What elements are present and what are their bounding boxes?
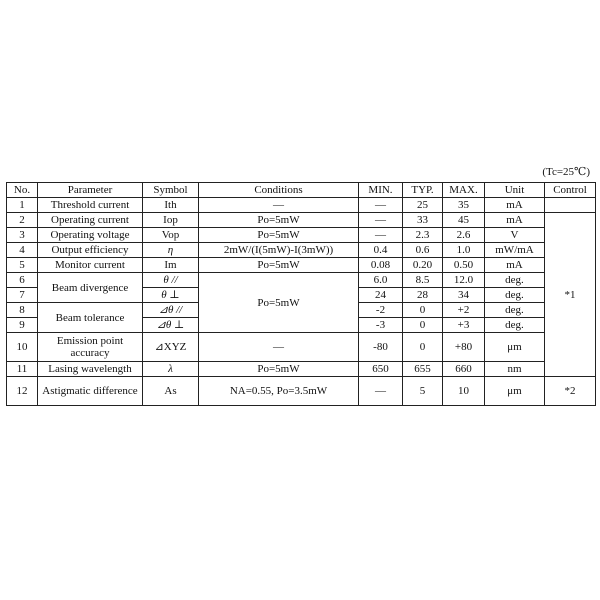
cell-conditions: NA=0.55, Po=3.5mW	[199, 377, 359, 406]
header-max: MAX.	[443, 183, 485, 198]
cell-min: 6.0	[359, 273, 403, 288]
cell-symbol: As	[143, 377, 199, 406]
table-row	[7, 333, 596, 362]
cell-unit: mA	[485, 258, 545, 273]
cell-min: -2	[359, 303, 403, 318]
table-row	[7, 228, 596, 243]
cell-typ: 0.20	[403, 258, 443, 273]
cell-typ: 5	[403, 377, 443, 406]
cell-min: 0.08	[359, 258, 403, 273]
control-cell-1: *1	[545, 213, 596, 377]
table-row	[7, 377, 596, 406]
cell-no: 2	[7, 213, 38, 228]
cell-min: —	[359, 377, 403, 406]
header-row	[7, 183, 596, 198]
cell-max: 0.50	[443, 258, 485, 273]
cell-symbol: Im	[143, 258, 199, 273]
cell-symbol: Iop	[143, 213, 199, 228]
cell-unit: μm	[485, 333, 545, 362]
control-cell-2: *2	[545, 377, 596, 406]
header-control: Control	[545, 183, 596, 198]
table-row	[7, 258, 596, 273]
header-symbol: Symbol	[143, 183, 199, 198]
cell-no: 7	[7, 288, 38, 303]
cell-min: 24	[359, 288, 403, 303]
cell-no: 3	[7, 228, 38, 243]
table-row	[7, 362, 596, 377]
cell-conditions: Po=5mW	[199, 213, 359, 228]
table-row	[7, 243, 596, 258]
cell-no: 8	[7, 303, 38, 318]
cell-unit: V	[485, 228, 545, 243]
cell-parameter: Threshold current	[38, 198, 143, 213]
cell-unit: deg.	[485, 288, 545, 303]
header-conditions: Conditions	[199, 183, 359, 198]
cell-no: 10	[7, 333, 38, 362]
table-row	[7, 273, 596, 288]
cell-min: —	[359, 213, 403, 228]
cell-no: 12	[7, 377, 38, 406]
cell-conditions: Po=5mW	[199, 228, 359, 243]
cell-parameter: Operating voltage	[38, 228, 143, 243]
cell-min: -80	[359, 333, 403, 362]
cell-no: 11	[7, 362, 38, 377]
cell-max: 2.6	[443, 228, 485, 243]
cell-unit: mA	[485, 198, 545, 213]
cell-no: 5	[7, 258, 38, 273]
header-typ: TYP.	[403, 183, 443, 198]
cell-symbol: ⊿θ //	[143, 303, 199, 318]
cell-parameter: Operating current	[38, 213, 143, 228]
cell-max: 35	[443, 198, 485, 213]
cell-conditions: —	[199, 198, 359, 213]
cell-symbol: Ith	[143, 198, 199, 213]
table-row	[7, 198, 596, 213]
cell-max: 12.0	[443, 273, 485, 288]
cell-unit: mW/mA	[485, 243, 545, 258]
cell-typ: 8.5	[403, 273, 443, 288]
cell-symbol: λ	[143, 362, 199, 377]
cell-unit: nm	[485, 362, 545, 377]
cell-symbol: Vop	[143, 228, 199, 243]
cell-conditions: Po=5mW	[199, 362, 359, 377]
cell-typ: 2.3	[403, 228, 443, 243]
cell-parameter: Monitor current	[38, 258, 143, 273]
header-min: MIN.	[359, 183, 403, 198]
cell-conditions: —	[199, 333, 359, 362]
header-unit: Unit	[485, 183, 545, 198]
cell-max: 45	[443, 213, 485, 228]
cell-symbol: ⊿θ ⊥	[143, 318, 199, 333]
cell-no: 9	[7, 318, 38, 333]
cell-unit: μm	[485, 377, 545, 406]
cell-symbol: θ ⊥	[143, 288, 199, 303]
cell-parameter: Lasing wavelength	[38, 362, 143, 377]
cell-typ: 0.6	[403, 243, 443, 258]
cell-max: +80	[443, 333, 485, 362]
temperature-note: (Tc=25℃)	[542, 166, 590, 178]
cell-unit: deg.	[485, 303, 545, 318]
cell-control	[545, 198, 596, 213]
cell-symbol: η	[143, 243, 199, 258]
cell-typ: 25	[403, 198, 443, 213]
cell-parameter: Emission point accuracy	[38, 333, 143, 362]
cell-max: +2	[443, 303, 485, 318]
cell-unit: deg.	[485, 273, 545, 288]
header-parameter: Parameter	[38, 183, 143, 198]
cell-typ: 0	[403, 303, 443, 318]
cell-typ: 33	[403, 213, 443, 228]
cell-max: 34	[443, 288, 485, 303]
table-row	[7, 213, 596, 228]
cell-typ: 0	[403, 333, 443, 362]
cell-symbol: θ //	[143, 273, 199, 288]
cell-parameter: Astigmatic difference	[38, 377, 143, 406]
cell-typ: 28	[403, 288, 443, 303]
cell-no: 4	[7, 243, 38, 258]
cell-no: 6	[7, 273, 38, 288]
cell-symbol: ⊿XYZ	[143, 333, 199, 362]
cell-unit: mA	[485, 213, 545, 228]
cell-typ: 0	[403, 318, 443, 333]
cell-no: 1	[7, 198, 38, 213]
spec-table	[6, 182, 596, 406]
cell-min: —	[359, 198, 403, 213]
cell-min: 0.4	[359, 243, 403, 258]
cell-parameter: Beam divergence	[38, 273, 143, 303]
cell-max: 1.0	[443, 243, 485, 258]
header-no: No.	[7, 183, 38, 198]
cell-parameter: Beam tolerance	[38, 303, 143, 333]
cell-min: —	[359, 228, 403, 243]
cell-conditions: Po=5mW	[199, 273, 359, 333]
cell-conditions: Po=5mW	[199, 258, 359, 273]
cell-max: 660	[443, 362, 485, 377]
cell-conditions: 2mW/(I(5mW)-I(3mW))	[199, 243, 359, 258]
cell-max: 10	[443, 377, 485, 406]
cell-min: 650	[359, 362, 403, 377]
cell-typ: 655	[403, 362, 443, 377]
cell-unit: deg.	[485, 318, 545, 333]
cell-max: +3	[443, 318, 485, 333]
cell-min: -3	[359, 318, 403, 333]
cell-parameter: Output efficiency	[38, 243, 143, 258]
